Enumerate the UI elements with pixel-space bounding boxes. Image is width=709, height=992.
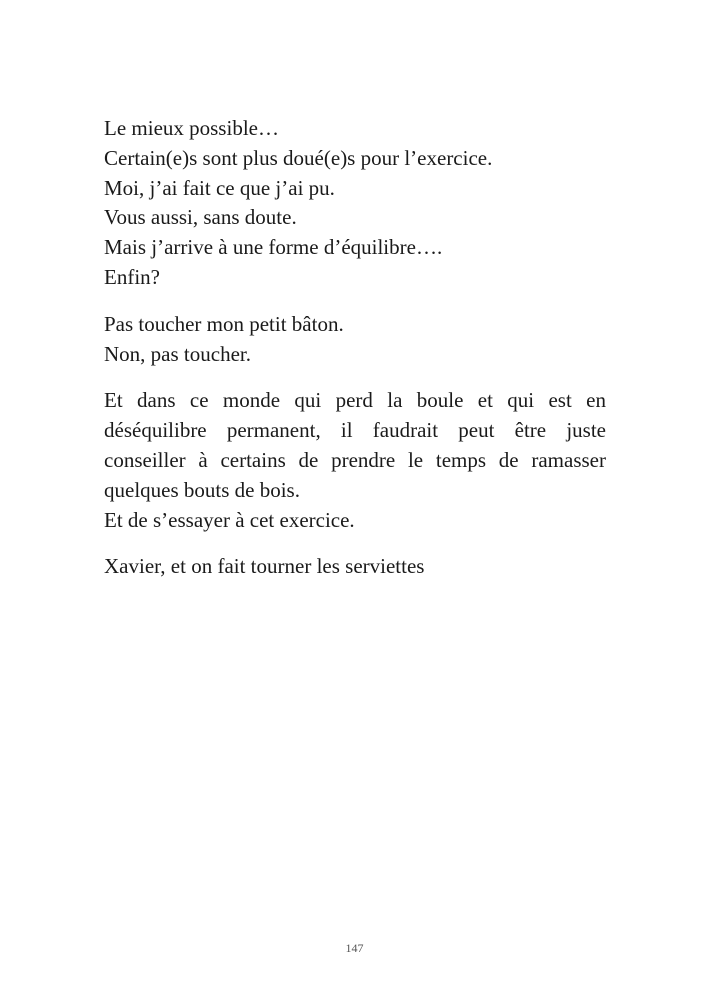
paragraph-1 <box>104 114 606 293</box>
text-line: Pas toucher mon petit bâton. <box>104 311 344 336</box>
text-line: déséquilibre permanent, il faudrait peut être juste <box>104 418 606 443</box>
text-line: Certain(e)s sont plus doué(e)s pour l’exercice. <box>104 145 493 170</box>
text-line: Mais j’arrive à une forme d’équilibre…. <box>104 235 443 260</box>
page-number: 147 <box>345 941 364 955</box>
text-line: Et de s’essayer à cet exercice. <box>104 507 355 532</box>
text-line: conseiller à certains de prendre le temps de ramasser <box>104 447 606 472</box>
paragraph-3 <box>104 386 606 535</box>
text-line: Et dans ce monde qui perd la boule et qui est en <box>104 388 606 413</box>
text-line: Moi, j’ai fait ce que j’ai pu. <box>104 175 335 200</box>
text-line: Le mieux possible… <box>104 116 279 140</box>
text-line: Enfin? <box>104 264 160 289</box>
text-line: Xavier, et on fait tourner les serviettes <box>104 554 425 579</box>
body-text <box>104 114 606 599</box>
text-line: quelques bouts de bois. <box>104 477 300 502</box>
paragraph-4 <box>104 552 606 582</box>
paragraph-2 <box>104 310 606 370</box>
text-line: Vous aussi, sans doute. <box>104 205 297 230</box>
text-line: Non, pas toucher. <box>104 341 251 366</box>
